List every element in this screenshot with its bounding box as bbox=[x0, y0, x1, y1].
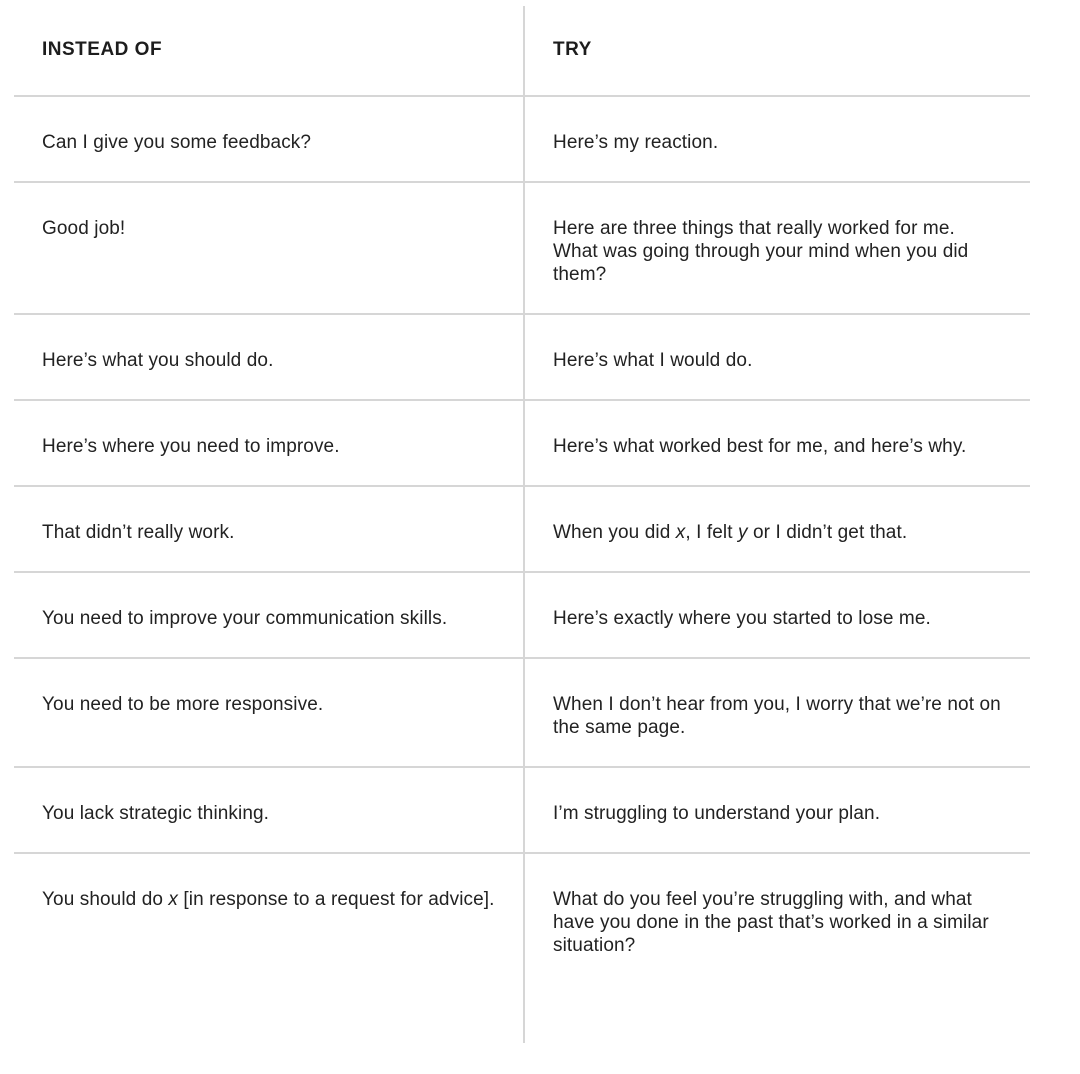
cell-text: That didn’t really work. bbox=[42, 522, 235, 543]
instead-cell bbox=[14, 97, 523, 181]
cell-text: Here’s what I would do. bbox=[553, 350, 753, 371]
column-header-instead-of: INSTEAD OF bbox=[42, 39, 163, 60]
cell-text: Here are three things that really worked for me. What was going through your mind when you did them? bbox=[553, 218, 969, 285]
cell-text: or I didn’t get that. bbox=[747, 522, 908, 543]
instead-cell bbox=[14, 487, 523, 571]
cell-text: You lack strategic thinking. bbox=[42, 803, 270, 824]
cell-text: Good job! bbox=[42, 218, 126, 239]
table-row bbox=[14, 401, 1030, 487]
try-cell bbox=[523, 768, 1030, 852]
cell-text: Here’s what worked best for me, and here’s why. bbox=[553, 436, 967, 457]
cell-text: Here’s exactly where you started to lose me. bbox=[553, 608, 931, 629]
cell-text: When I don’t hear from you, I worry that we’re not on the same page. bbox=[553, 694, 1001, 738]
italic-text: x bbox=[168, 889, 179, 910]
try-cell bbox=[523, 401, 1030, 485]
try-cell bbox=[523, 315, 1030, 399]
table-rows bbox=[14, 97, 1030, 984]
cell-text: Can I give you some feedback? bbox=[42, 132, 312, 153]
cell-text: I’m struggling to understand your plan. bbox=[553, 803, 881, 824]
cell-text: When you did bbox=[553, 522, 676, 543]
instead-cell bbox=[14, 183, 523, 313]
instead-cell bbox=[14, 854, 523, 984]
try-cell bbox=[523, 854, 1030, 984]
cell-text: Here’s what you should do. bbox=[42, 350, 274, 371]
cell-text: What do you feel you’re struggling with, and what have you done in the past that’s worked in a similar situation? bbox=[553, 889, 989, 956]
table-row bbox=[14, 315, 1030, 401]
italic-text: x bbox=[675, 522, 686, 543]
try-cell bbox=[523, 659, 1030, 766]
try-cell bbox=[523, 573, 1030, 657]
table-row bbox=[14, 854, 1030, 984]
table-row bbox=[14, 487, 1030, 573]
instead-cell bbox=[14, 768, 523, 852]
table-row bbox=[14, 768, 1030, 854]
table-row bbox=[14, 183, 1030, 315]
table-row bbox=[14, 97, 1030, 183]
cell-text: Here’s where you need to improve. bbox=[42, 436, 340, 457]
instead-cell bbox=[14, 315, 523, 399]
instead-cell bbox=[14, 573, 523, 657]
table-header-row bbox=[14, 0, 1030, 97]
instead-cell bbox=[14, 401, 523, 485]
try-cell bbox=[523, 183, 1030, 313]
comparison-table bbox=[14, 0, 1030, 984]
column-header-try: TRY bbox=[553, 39, 592, 60]
table-row bbox=[14, 573, 1030, 659]
cell-text: You need to be more responsive. bbox=[42, 694, 324, 715]
cell-text: , I felt bbox=[685, 522, 739, 543]
cell-text: [in response to a request for advice]. bbox=[178, 889, 495, 910]
table-row bbox=[14, 659, 1030, 768]
column-divider bbox=[523, 6, 525, 1043]
try-cell bbox=[523, 97, 1030, 181]
italic-text: y bbox=[738, 522, 748, 543]
instead-cell bbox=[14, 659, 523, 766]
cell-text: Here’s my reaction. bbox=[553, 132, 719, 153]
cell-text: You need to improve your communication skills. bbox=[42, 608, 448, 629]
cell-text: You should do bbox=[42, 889, 169, 910]
try-cell bbox=[523, 487, 1030, 571]
